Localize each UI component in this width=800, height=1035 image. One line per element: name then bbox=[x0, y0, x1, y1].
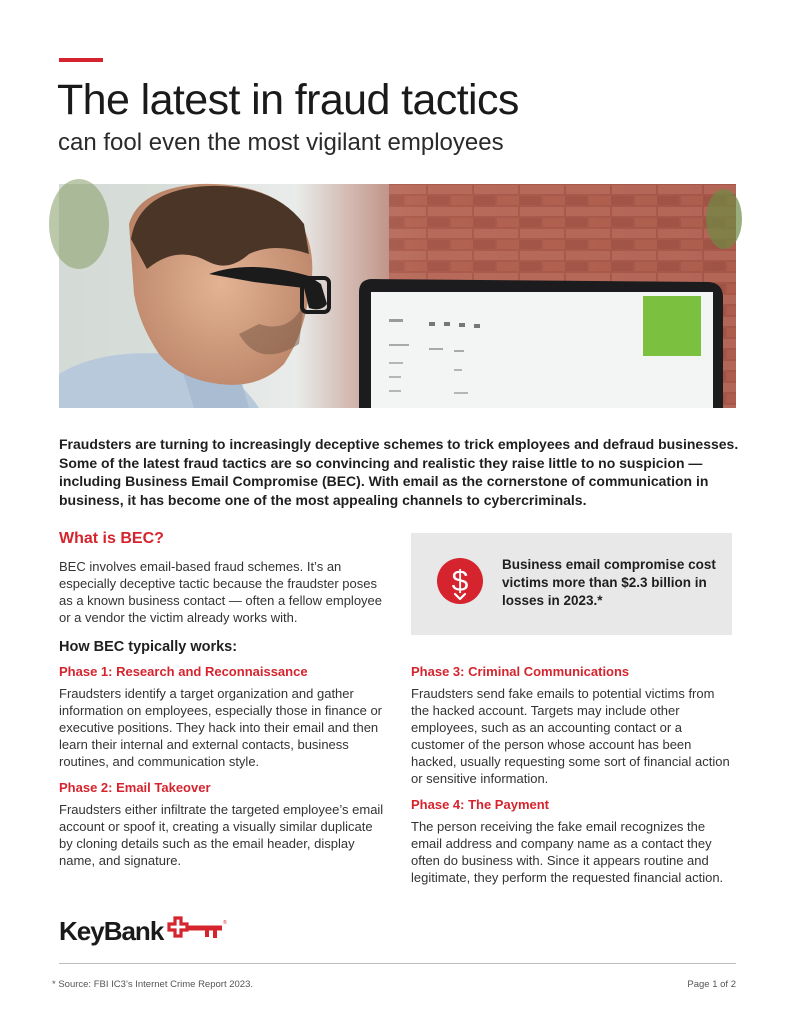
phase-2 bbox=[59, 780, 389, 869]
phase-title: Phase 1: Research and Reconnaissance bbox=[59, 664, 308, 679]
phase-body: Fraudsters send fake emails to potential victims from the hacked account. Targets may include other employees, such as an accounting contact or a customer of the person whose account has been hacked, usually requesting some sort of financial action or sensitive information. bbox=[411, 686, 730, 786]
bec-heading: What is BEC? bbox=[59, 530, 164, 547]
phase-title: Phase 4: The Payment bbox=[411, 797, 549, 812]
phase-4 bbox=[411, 797, 733, 886]
logo-wordmark: KeyBank bbox=[59, 915, 164, 946]
page-subtitle: can fool even the most vigilant employees bbox=[58, 129, 504, 156]
stat-callout bbox=[411, 533, 732, 635]
page-number: Page 1 of 2 bbox=[687, 979, 736, 990]
phase-title: Phase 3: Criminal Communications bbox=[411, 664, 630, 679]
footnote: * Source: FBI IC3’s Internet Crime Report 2023. bbox=[52, 979, 253, 990]
phase-body: Fraudsters either infiltrate the targeted employee’s email account or spoof it, creating a visually similar duplicate by cloning details such as the email header, display name, and signature. bbox=[59, 802, 384, 868]
page-title: The latest in fraud tactics bbox=[57, 76, 519, 124]
phase-body: Fraudsters identify a target organization and gather information on employees, especially those in finance or executive positions. They hack into their email and then learn their internal and external contacts, business routines, and communication style. bbox=[59, 686, 383, 769]
keybank-logo bbox=[59, 915, 226, 947]
intro-paragraph: Fraudsters are turning to increasingly deceptive schemes to trick employees and defraud businesses. Some of the latest fraud tactics are so convincing and realistic they raise little to no suspicion — including Business Email Compromise (BEC). With email as the cornerstone of communication in business, it has become one of the most appealing channels to cybercriminals. bbox=[59, 436, 739, 508]
key-icon bbox=[166, 914, 226, 949]
stat-text: Business email compromise cost victims more than $2.3 billion in losses in 2023.* bbox=[502, 557, 716, 608]
hero-photo bbox=[59, 184, 736, 408]
dollar-down-icon bbox=[436, 557, 484, 605]
accent-bar bbox=[59, 58, 103, 62]
how-heading: How BEC typically works: bbox=[59, 639, 238, 655]
bec-body: BEC involves email-based fraud schemes. It’s an especially deceptive tactic because the fraudster poses as a known business contact — often a fellow employee or a vendor the victim already works with. bbox=[59, 559, 383, 625]
footer-rule bbox=[59, 963, 736, 964]
phase-title: Phase 2: Email Takeover bbox=[59, 780, 211, 795]
phase-body: The person receiving the fake email recognizes the email address and company name as a contact they often do business with. Since it appears routine and legitimate, they perform the requested financial action. bbox=[411, 819, 724, 885]
svg-text:$: $ bbox=[451, 565, 469, 598]
phase-3 bbox=[411, 664, 733, 787]
svg-text:®: ® bbox=[223, 919, 227, 926]
phase-1 bbox=[59, 664, 389, 770]
